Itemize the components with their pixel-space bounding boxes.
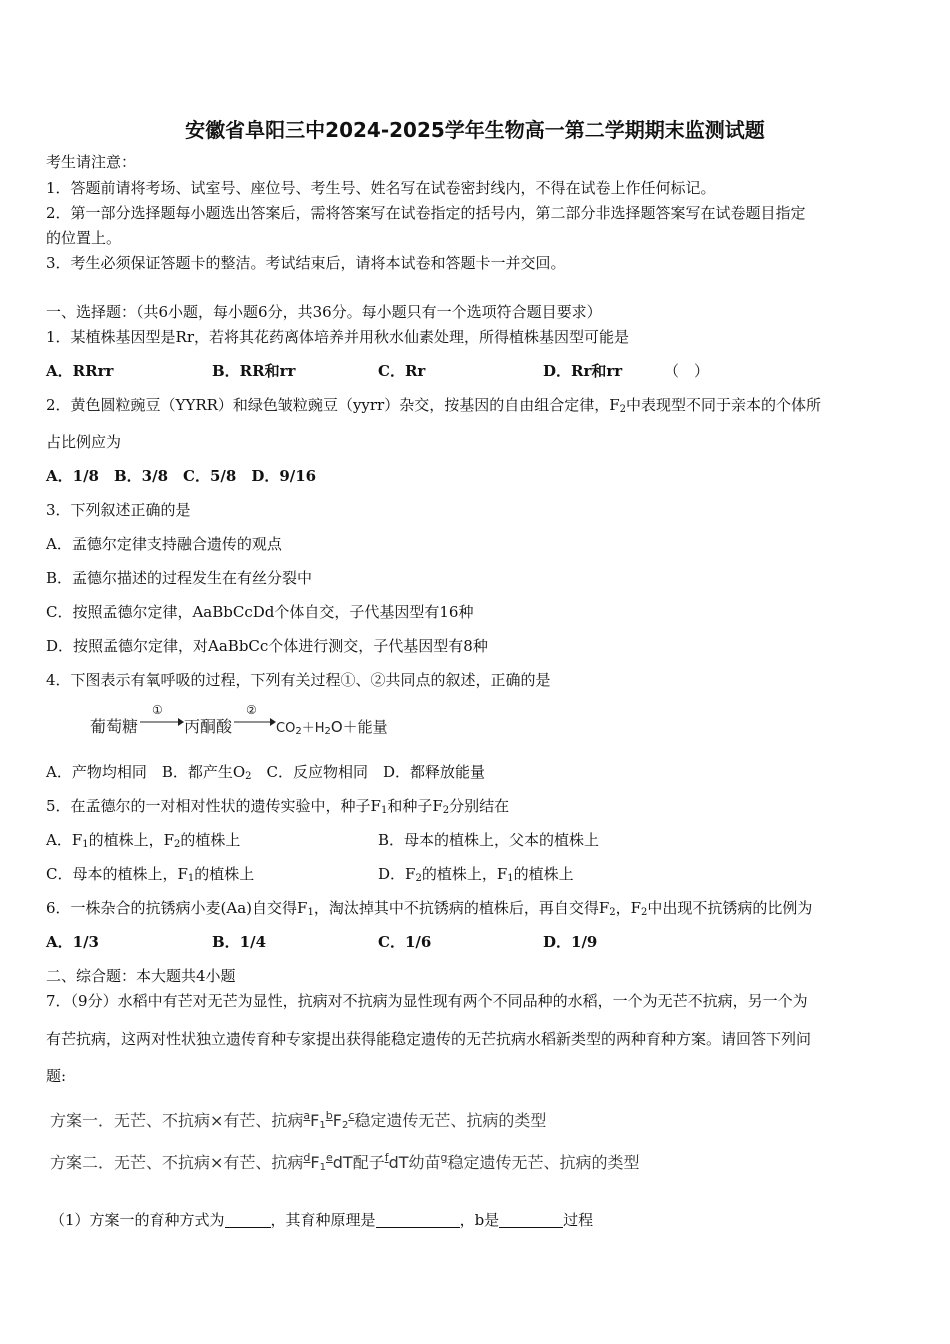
q2-stem-post: 中表现型不同于亲本的个体所 bbox=[626, 396, 822, 414]
q5-c-post: 的植株上 bbox=[194, 865, 255, 883]
scheme2-gamete: dT配子 bbox=[332, 1153, 385, 1172]
flow-arrow-2 bbox=[234, 717, 276, 727]
q5-stem-pre: 5．在孟德尔的一对相对性状的遗传实验中，种子F bbox=[46, 797, 381, 815]
q6-stem-pre: 6．一株杂合的抗锈病小麦(Aa)自交得F bbox=[46, 899, 308, 917]
flow-step1-label: ① bbox=[152, 703, 163, 717]
q2-stem bbox=[46, 395, 821, 420]
q6-option-d: D．1/9 bbox=[543, 933, 598, 951]
scheme1-f2: F bbox=[332, 1111, 342, 1130]
answer-blank-2[interactable] bbox=[376, 1211, 460, 1228]
q5-c-pre: C．母本的植株上，F bbox=[46, 865, 188, 883]
q5-stem-post: 分别结在 bbox=[449, 797, 510, 815]
notice-item-1: 1．答题前请将考场、试室号、座位号、考生号、姓名写在试卷密封线内，不得在试卷上作任何标记。 bbox=[46, 179, 716, 197]
q5-a-post: 的植株上 bbox=[180, 831, 241, 849]
q6-stem-post: 中出现不抗锈病的比例为 bbox=[647, 899, 813, 917]
q3-option-d: D．按照孟德尔定律，对AaBbCc个体进行测交，子代基因型有8种 bbox=[46, 637, 488, 655]
sub1-part-a: （1）方案一的育种方式为 bbox=[50, 1211, 225, 1229]
q5-stem bbox=[46, 796, 509, 821]
q5-option-a bbox=[46, 830, 240, 855]
q5-c-sub1: 1 bbox=[187, 873, 195, 884]
scheme1-step-b: b bbox=[325, 1109, 333, 1122]
q5-sub1: 1 bbox=[380, 805, 388, 816]
q1-answer-paren: （ ） bbox=[664, 362, 710, 380]
scheme2-f1: F bbox=[310, 1153, 320, 1172]
q2-stem-line2: 占比例应为 bbox=[46, 433, 122, 451]
q6-option-c: C．1/6 bbox=[378, 933, 432, 951]
scheme1-f1: F bbox=[310, 1111, 320, 1130]
flow-o-energy: O＋能量 bbox=[330, 718, 388, 736]
q5-stem-mid: 和种子F bbox=[387, 797, 443, 815]
q6-stem-mid2: ，F bbox=[615, 899, 642, 917]
flow-h-sub: 2 bbox=[324, 726, 331, 737]
q2-stem-pre: 2．黄色圆粒豌豆（YYRR）和绿色皱粒豌豆（yyrr）杂交，按基因的自由组合定律，F bbox=[46, 396, 620, 414]
section1-heading: 一、选择题：（共6小题，每小题6分，共36分。每小题只有一个选项符合题目要求） bbox=[46, 303, 602, 321]
q5-a-sub2: 2 bbox=[174, 839, 181, 850]
flow-co: CO bbox=[276, 721, 296, 736]
q6-option-a: A．1/3 bbox=[46, 933, 99, 951]
q7-stem-line1: 7．（9分）水稻中有芒对无芒为显性，抗病对不抗病为显性现有两个不同品种的水稻，一个为无芒不抗病，另一个为 bbox=[46, 992, 808, 1010]
q2-sub: 2 bbox=[619, 404, 627, 415]
q3-option-c: C．按照孟德尔定律，AaBbCcDd个体自交，子代基因型有16种 bbox=[46, 603, 474, 621]
scheme1-f1-sub: 1 bbox=[319, 1120, 326, 1131]
q1-option-c: C．Rr bbox=[378, 362, 426, 380]
scheme2-seedling: dT幼苗 bbox=[388, 1153, 441, 1172]
q3-option-a: A．孟德尔定律支持融合遗传的观点 bbox=[46, 535, 282, 553]
q1-stem: 1．某植株基因型是Rr，若将其花药离体培养并用秋水仙素处理，所得植株基因型可能是 bbox=[46, 328, 630, 346]
sub1-part-c: ，b是 bbox=[459, 1211, 500, 1229]
q3-stem: 3．下列叙述正确的是 bbox=[46, 501, 191, 519]
q4-o2-sub: 2 bbox=[245, 771, 252, 782]
section2-heading: 二、综合题：本大题共4小题 bbox=[46, 967, 236, 985]
page-title: 安徽省阜阳三中2024-2025学年生物高一第二学期期末监测试题 bbox=[185, 118, 765, 142]
q2-options: A．1/8 B．3/8 C．5/8 D．9/16 bbox=[46, 467, 317, 485]
q5-a-sub1: 1 bbox=[82, 839, 89, 850]
notice-heading: 考生请注意： bbox=[46, 153, 137, 171]
notice-item-3: 3．考生必须保证答题卡的整洁。考试结束后，请将本试卷和答题卡一并交回。 bbox=[46, 254, 566, 272]
sub1-part-b: ，其育种原理是 bbox=[270, 1211, 376, 1229]
q1-option-d: D．Rr和rr bbox=[543, 362, 623, 380]
q6-sub3: 2 bbox=[641, 907, 648, 918]
scheme2-f1-sub: 1 bbox=[319, 1162, 326, 1173]
q5-d-post: 的植株上 bbox=[513, 865, 574, 883]
q7-stem-line2: 有芒抗病，这两对性状独立遗传育种专家提出获得能稳定遗传的无芒抗病水稻新类型的两种育种方案。请回答下列问 bbox=[46, 1030, 812, 1048]
answer-blank-3[interactable] bbox=[499, 1211, 563, 1228]
flow-step2-label: ② bbox=[246, 703, 257, 717]
scheme2-step-d: d bbox=[303, 1151, 311, 1164]
q5-sub2: 2 bbox=[442, 805, 450, 816]
scheme2-step-g: g bbox=[440, 1151, 448, 1164]
flow-co-sub: 2 bbox=[295, 726, 302, 737]
q1-option-a: A．RRrr bbox=[46, 362, 114, 380]
q5-d-mid: 的植株上，F bbox=[421, 865, 508, 883]
q6-sub1: 1 bbox=[307, 907, 314, 918]
q3-option-b: B．孟德尔描述的过程发生在有丝分裂中 bbox=[46, 569, 313, 587]
q7-scheme-2 bbox=[50, 1150, 640, 1173]
q5-option-d bbox=[378, 864, 574, 889]
q5-d-sub2: 2 bbox=[415, 873, 422, 884]
scheme1-step-c: c bbox=[348, 1109, 355, 1122]
q7-stem-line3: 题: bbox=[46, 1067, 67, 1085]
q5-option-c bbox=[46, 864, 254, 889]
flow-pyruvate: 丙酮酸 bbox=[184, 717, 233, 736]
q7-scheme-1 bbox=[50, 1108, 546, 1131]
q1-option-b: B．RR和rr bbox=[212, 362, 296, 380]
scheme2-pre: 方案二．无芒、不抗病×有芒、抗病 bbox=[50, 1153, 304, 1172]
q5-d-sub1: 1 bbox=[507, 873, 514, 884]
answer-blank-1[interactable] bbox=[225, 1211, 271, 1228]
scheme2-step-e: e bbox=[325, 1151, 333, 1164]
flow-products bbox=[276, 716, 388, 737]
notice-item-2-cont: 的位置上。 bbox=[46, 229, 122, 247]
q4-options-pre: A．产物均相同 B．都产生O bbox=[46, 763, 246, 781]
q6-stem-mid: ，淘汰掉其中不抗锈病的植株后，再自交得F bbox=[313, 899, 610, 917]
q6-option-b: B．1/4 bbox=[212, 933, 267, 951]
scheme1-step-a: a bbox=[303, 1109, 311, 1122]
notice-item-2: 2．第一部分选择题每小题选出答案后，需将答案写在试卷指定的括号内，第二部分非选择题答案写在试卷题目指定 bbox=[46, 204, 806, 222]
flow-arrow-1 bbox=[140, 717, 184, 727]
q6-stem bbox=[46, 898, 812, 923]
flow-plus-h: ＋H bbox=[301, 721, 325, 736]
q4-options-post: C．反应物相同 D．都释放能量 bbox=[251, 763, 486, 781]
scheme1-post: 稳定遗传无芒、抗病的类型 bbox=[354, 1111, 547, 1130]
scheme1-f2-sub: 2 bbox=[341, 1120, 349, 1131]
q5-option-b: B．母本的植株上，父本的植株上 bbox=[378, 831, 600, 849]
scheme1-pre: 方案一．无芒、不抗病×有芒、抗病 bbox=[50, 1111, 304, 1130]
scheme2-step-f: f bbox=[384, 1151, 389, 1164]
scheme2-post: 稳定遗传无芒、抗病的类型 bbox=[447, 1153, 640, 1172]
q5-a-mid: 的植株上，F bbox=[88, 831, 175, 849]
q4-options bbox=[46, 762, 485, 787]
q7-subquestion-1 bbox=[50, 1210, 593, 1230]
sub1-part-d: 过程 bbox=[563, 1211, 594, 1229]
q6-sub2: 2 bbox=[609, 907, 616, 918]
flow-glucose: 葡萄糖 bbox=[90, 717, 139, 736]
q5-d-pre: D．F bbox=[378, 865, 416, 883]
q5-a-pre: A．F bbox=[46, 831, 83, 849]
q4-stem: 4．下图表示有氧呼吸的过程，下列有关过程①、②共同点的叙述，正确的是 bbox=[46, 671, 551, 689]
